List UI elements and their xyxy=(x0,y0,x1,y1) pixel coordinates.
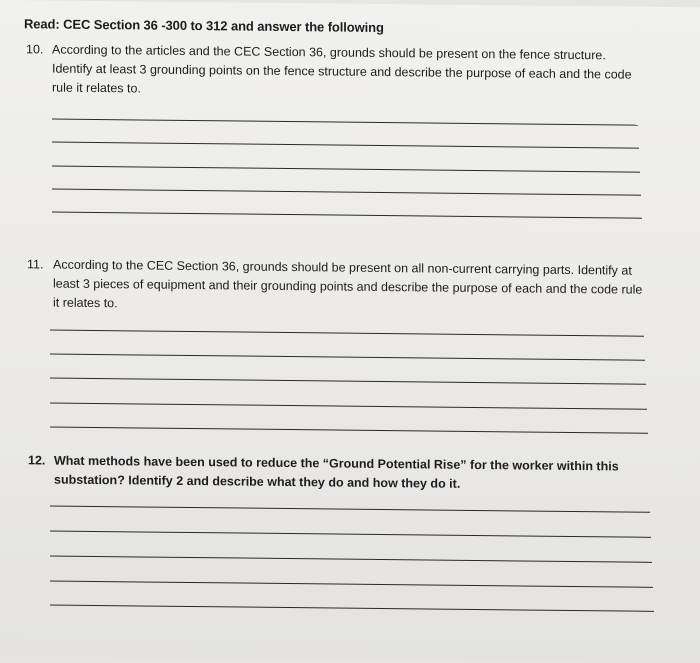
question-10 xyxy=(26,40,638,103)
answer-line[interactable] xyxy=(50,354,645,361)
answer-line[interactable] xyxy=(50,330,644,337)
question-12 xyxy=(28,451,656,496)
answer-line[interactable] xyxy=(52,166,640,173)
worksheet-heading: Read: CEC Section 36 -300 to 312 and answer the following xyxy=(24,16,384,36)
answer-line[interactable] xyxy=(50,531,651,538)
answer-line[interactable] xyxy=(52,119,638,126)
question-number: 11. xyxy=(27,257,44,272)
answer-line[interactable] xyxy=(52,142,639,149)
answer-line[interactable] xyxy=(52,189,641,196)
question-text: According to the articles and the CEC Section 36, grounds should be present on the fence structure. Identify at least 3 grounding points on the fence structure and describe the purpose of each and the code rule it relates to. xyxy=(52,42,632,96)
answer-line[interactable] xyxy=(50,581,653,588)
answer-line[interactable] xyxy=(50,506,650,513)
answer-line[interactable] xyxy=(50,403,647,410)
question-number: 12. xyxy=(28,453,46,468)
question-number: 10. xyxy=(26,42,44,57)
answer-line[interactable] xyxy=(50,605,654,612)
question-11 xyxy=(27,255,645,318)
answer-line[interactable] xyxy=(50,378,646,385)
answer-line[interactable] xyxy=(50,427,648,434)
answer-line[interactable] xyxy=(50,556,652,563)
question-text: According to the CEC Section 36, grounds should be present on all non-current carrying parts. Identify at least 3 pieces of equipment and their grounding points and describe the purpose of each and the code rule it relates to. xyxy=(53,257,643,311)
question-text: What methods have been used to reduce the “Ground Potential Rise” for the worker within this substation? Identify 2 and describe what they do and how they do it. xyxy=(54,453,619,491)
answer-line[interactable] xyxy=(52,212,642,219)
